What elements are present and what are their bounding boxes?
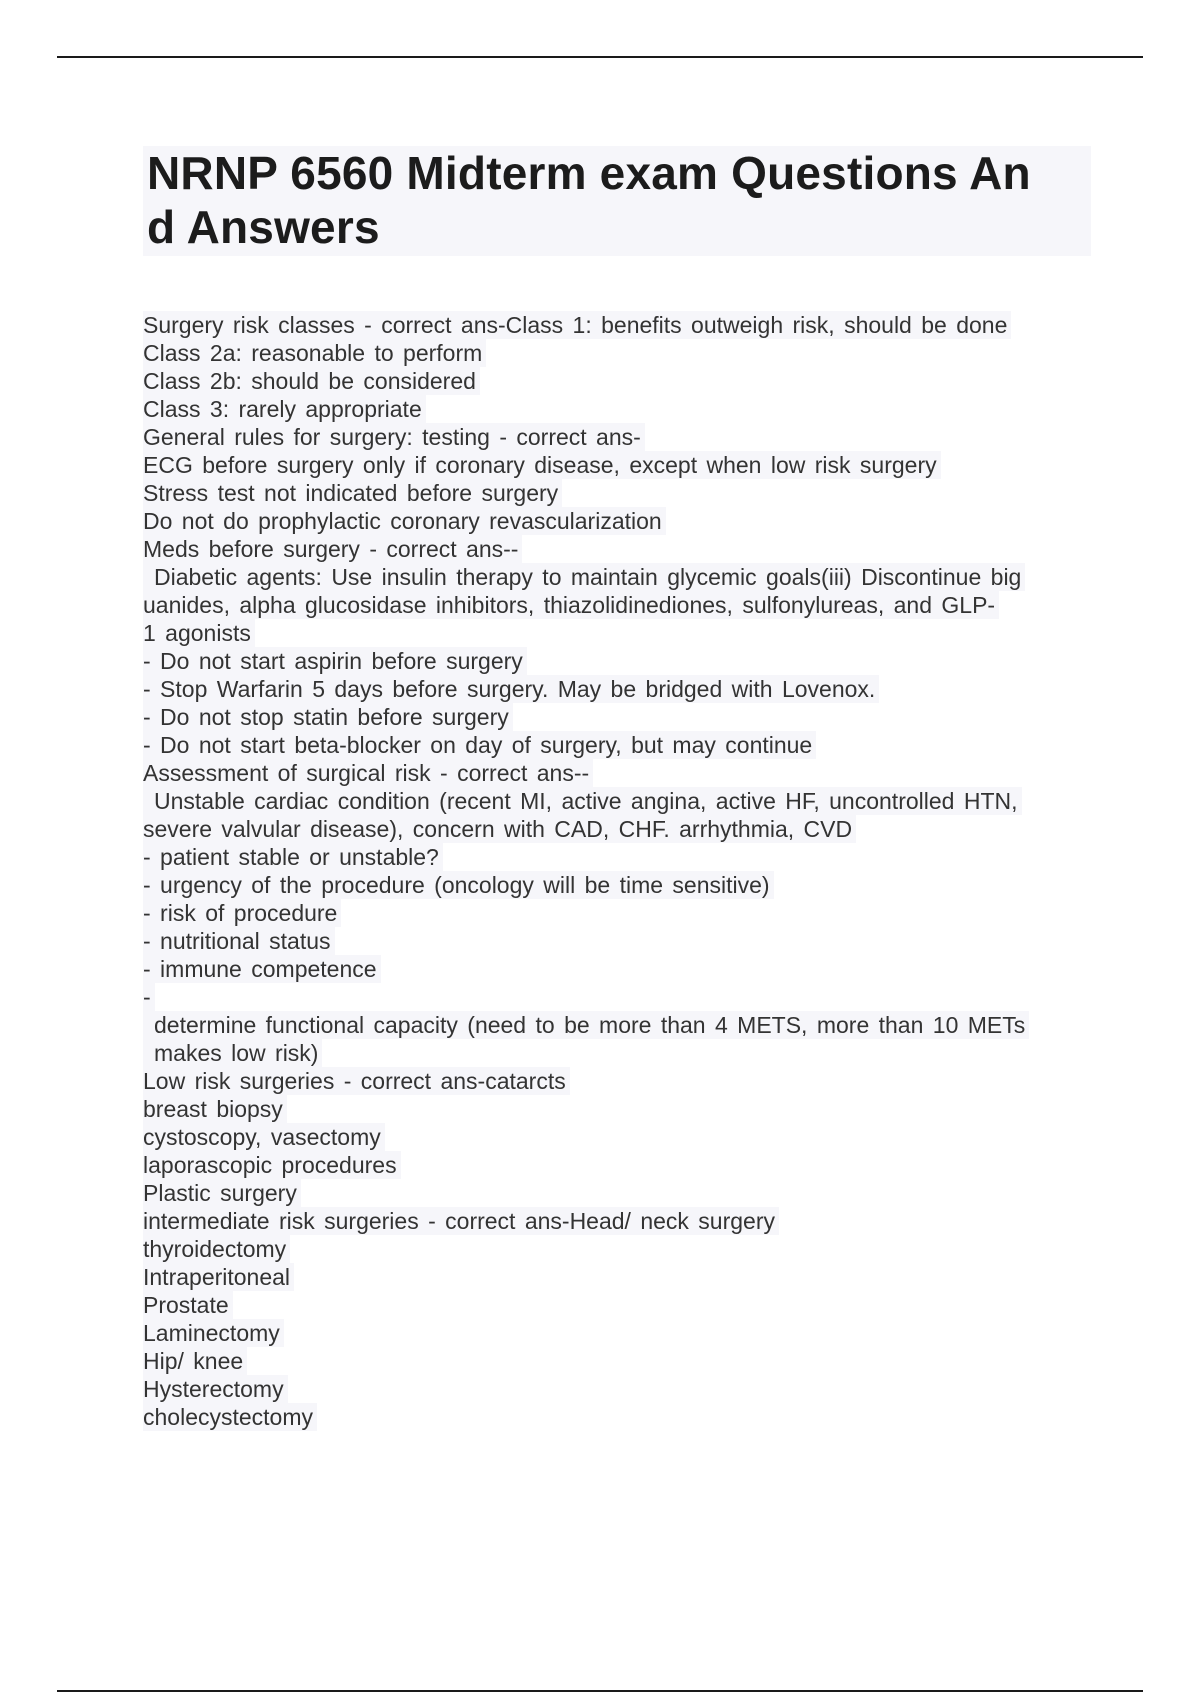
footer-rule — [57, 1690, 1143, 1692]
text-line: - risk of procedure — [143, 899, 341, 927]
text-line: cystoscopy, vasectomy — [143, 1123, 385, 1151]
text-line: makes low risk) — [143, 1039, 322, 1067]
text-line: uanides, alpha glucosidase inhibitors, thiazolidinediones, sulfonylureas, and GLP- — [143, 591, 999, 619]
text-line: Meds before surgery - correct ans-- — [143, 535, 522, 563]
text-line: - Do not stop statin before surgery — [143, 703, 513, 731]
text-line: 1 agonists — [143, 619, 255, 647]
text-line: - nutritional status — [143, 927, 335, 955]
text-line: - Do not start aspirin before surgery — [143, 647, 527, 675]
text-line: Class 3: rarely appropriate — [143, 395, 426, 423]
text-line: - Stop Warfarin 5 days before surgery. May be bridged with Lovenox. — [143, 675, 879, 703]
text-line: Surgery risk classes - correct ans-Class 1: benefits outweigh risk, should be done — [143, 311, 1011, 339]
document-title — [147, 146, 1087, 254]
text-line: General rules for surgery: testing - correct ans- — [143, 423, 645, 451]
text-line: Prostate — [143, 1291, 233, 1319]
text-line: Low risk surgeries - correct ans-catarcts — [143, 1067, 570, 1095]
text-line: intermediate risk surgeries - correct ans-Head/ neck surgery — [143, 1207, 779, 1235]
text-line: Hip/ knee — [143, 1347, 247, 1375]
header-rule — [57, 56, 1143, 58]
document-body — [143, 311, 1093, 1431]
text-line: laporascopic procedures — [143, 1151, 401, 1179]
text-line: - — [143, 983, 155, 1011]
text-line: Class 2a: reasonable to perform — [143, 339, 486, 367]
text-line: thyroidectomy — [143, 1235, 290, 1263]
text-line: Class 2b: should be considered — [143, 367, 480, 395]
text-line: cholecystectomy — [143, 1403, 317, 1431]
text-line: Plastic surgery — [143, 1179, 301, 1207]
text-line: Do not do prophylactic coronary revascularization — [143, 507, 666, 535]
text-line: breast biopsy — [143, 1095, 287, 1123]
text-line: Hysterectomy — [143, 1375, 288, 1403]
text-line: Diabetic agents: Use insulin therapy to maintain glycemic goals(iii) Discontinue big — [143, 563, 1025, 591]
text-line: Stress test not indicated before surgery — [143, 479, 562, 507]
title-block — [143, 146, 1091, 256]
text-line: - Do not start beta-blocker on day of surgery, but may continue — [143, 731, 816, 759]
text-line: - urgency of the procedure (oncology will be time sensitive) — [143, 871, 774, 899]
text-line: determine functional capacity (need to be more than 4 METS, more than 10 METs — [143, 1011, 1029, 1039]
text-line: Unstable cardiac condition (recent MI, active angina, active HF, uncontrolled HTN, — [143, 787, 1022, 815]
text-line: ECG before surgery only if coronary disease, except when low risk surgery — [143, 451, 941, 479]
text-line: Assessment of surgical risk - correct ans-- — [143, 759, 593, 787]
title-line-1: NRNP 6560 Midterm exam Questions An — [147, 147, 1031, 199]
text-line: - immune competence — [143, 955, 381, 983]
text-line: Laminectomy — [143, 1319, 284, 1347]
text-line: severe valvular disease), concern with CAD, CHF. arrhythmia, CVD — [143, 815, 856, 843]
text-line: - patient stable or unstable? — [143, 843, 443, 871]
title-line-2: d Answers — [147, 201, 380, 253]
text-line: Intraperitoneal — [143, 1263, 294, 1291]
